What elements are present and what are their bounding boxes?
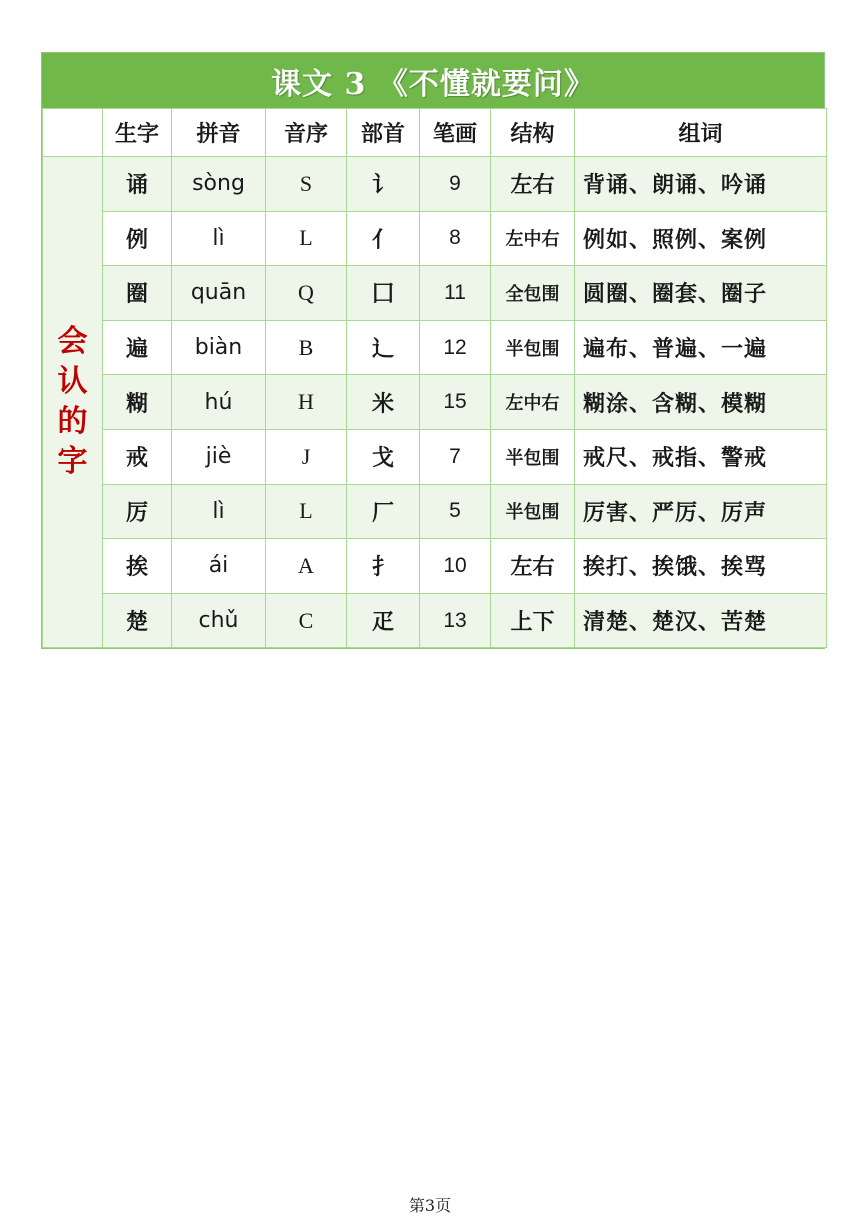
pinyin-cell: jiè [172,429,266,484]
strokes-cell: 8 [420,211,491,266]
pinyin-cell: hú [172,375,266,430]
char-cell: 楚 [103,593,172,648]
table-row [43,157,827,212]
words-cell: 厉害、严厉、厉声 [575,484,827,539]
words-cell: 挨打、挨饿、挨骂 [575,539,827,594]
table-row [43,320,827,375]
char-cell: 戒 [103,429,172,484]
table-row [43,429,827,484]
table-row [43,211,827,266]
header-words: 组词 [575,109,827,157]
vocab-sheet [41,52,825,649]
char-cell: 厉 [103,484,172,539]
pinyin-cell: chǔ [172,593,266,648]
structure-cell: 半包围 [491,320,575,375]
strokes-cell: 5 [420,484,491,539]
order-cell: Q [266,266,347,321]
header-radical: 部首 [347,109,420,157]
header-blank [43,109,103,157]
structure-cell: 全包围 [491,266,575,321]
radical-cell: 戈 [347,429,420,484]
char-cell: 圈 [103,266,172,321]
table-row [43,484,827,539]
lesson-title: 课文 3 《不懂就要问》 [42,53,824,108]
words-cell: 糊涂、含糊、模糊 [575,375,827,430]
order-cell: L [266,484,347,539]
order-cell: C [266,593,347,648]
char-cell: 挨 [103,539,172,594]
radical-cell: 扌 [347,539,420,594]
strokes-cell: 13 [420,593,491,648]
table-row [43,539,827,594]
order-cell: L [266,211,347,266]
strokes-cell: 11 [420,266,491,321]
header-pinyin: 拼音 [172,109,266,157]
structure-cell: 半包围 [491,429,575,484]
words-cell: 背诵、朗诵、吟诵 [575,157,827,212]
strokes-cell: 10 [420,539,491,594]
header-structure: 结构 [491,109,575,157]
header-row [43,109,827,157]
radical-cell: 亻 [347,211,420,266]
header-order: 音序 [266,109,347,157]
pinyin-cell: ái [172,539,266,594]
radical-cell: 疋 [347,593,420,648]
page-number: 第3页 [408,1196,452,1215]
table-row [43,266,827,321]
words-cell: 清楚、楚汉、苦楚 [575,593,827,648]
strokes-cell: 7 [420,429,491,484]
order-cell: S [266,157,347,212]
radical-cell: 辶 [347,320,420,375]
pinyin-cell: sòng [172,157,266,212]
radical-cell: 米 [347,375,420,430]
header-char: 生字 [103,109,172,157]
structure-cell: 左右 [491,157,575,212]
radical-cell: 讠 [347,157,420,212]
side-label-char: 字 [57,444,88,480]
structure-cell: 半包围 [491,484,575,539]
char-cell: 糊 [103,375,172,430]
header-strokes: 笔画 [420,109,491,157]
vocab-table [42,108,827,648]
pinyin-cell: lì [172,484,266,539]
side-label [43,157,103,648]
words-cell: 圆圈、圈套、圈子 [575,266,827,321]
char-cell: 例 [103,211,172,266]
strokes-cell: 12 [420,320,491,375]
char-cell: 诵 [103,157,172,212]
strokes-cell: 9 [420,157,491,212]
structure-cell: 左中右 [491,375,575,430]
radical-cell: 厂 [347,484,420,539]
structure-cell: 左右 [491,539,575,594]
words-cell: 遍布、普遍、一遍 [575,320,827,375]
order-cell: H [266,375,347,430]
words-cell: 例如、照例、案例 [575,211,827,266]
pinyin-cell: quān [172,266,266,321]
pinyin-cell: lì [172,211,266,266]
structure-cell: 左中右 [491,211,575,266]
side-label-char: 的 [57,404,88,440]
radical-cell: 囗 [347,266,420,321]
pinyin-cell: biàn [172,320,266,375]
table-row [43,593,827,648]
structure-cell: 上下 [491,593,575,648]
char-cell: 遍 [103,320,172,375]
table-row [43,375,827,430]
words-cell: 戒尺、戒指、警戒 [575,429,827,484]
order-cell: J [266,429,347,484]
order-cell: A [266,539,347,594]
side-label-char: 会 [57,324,88,360]
strokes-cell: 15 [420,375,491,430]
side-label-char: 认 [57,364,88,400]
order-cell: B [266,320,347,375]
